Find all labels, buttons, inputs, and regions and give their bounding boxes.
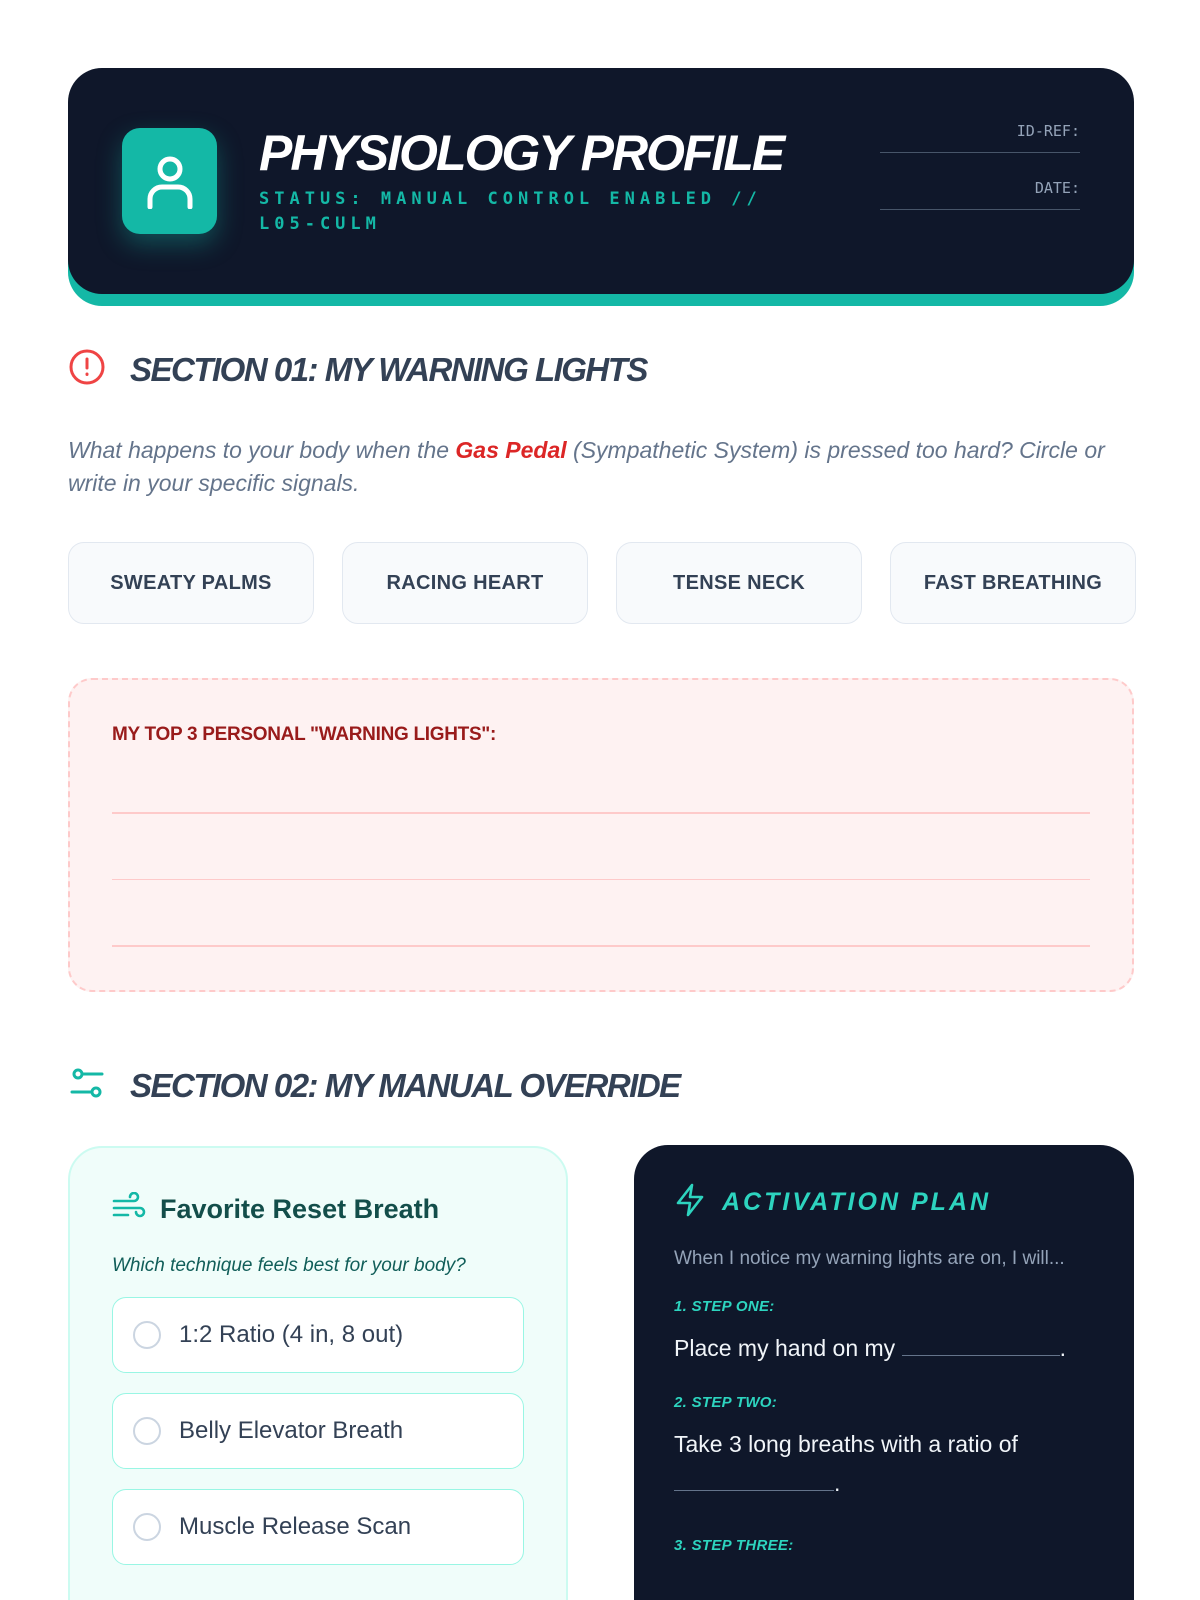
- chip-racing-heart[interactable]: RACING HEART: [342, 542, 588, 624]
- option-label: Belly Elevator Breath: [179, 1417, 404, 1444]
- section-02-heading: [68, 1064, 680, 1107]
- step-two-text: Take 3 long breaths with a ratio of .: [674, 1431, 1018, 1496]
- gas-pedal-highlight: Gas Pedal: [455, 437, 567, 463]
- breath-option-muscle[interactable]: [112, 1489, 524, 1565]
- activation-plan-title: ACTIVATION PLAN: [722, 1188, 992, 1216]
- option-label: 1:2 Ratio (4 in, 8 out): [179, 1321, 404, 1348]
- step-two-label: 2. STEP TWO:: [674, 1394, 778, 1411]
- section-02-title: SECTION 02: MY MANUAL OVERRIDE: [130, 1066, 680, 1104]
- sliders-icon: [68, 1064, 106, 1107]
- step-one-blank[interactable]: [902, 1338, 1060, 1356]
- radio-button[interactable]: [133, 1513, 161, 1541]
- section-01-heading: [68, 348, 647, 391]
- intro-text: What happens to your body when the: [68, 437, 456, 463]
- step-one-text: Place my hand on my .: [674, 1335, 1066, 1361]
- step-one-label: 1. STEP ONE:: [674, 1298, 775, 1315]
- reset-breath-title: Favorite Reset Breath: [160, 1194, 440, 1224]
- page-title: PHYSIOLOGY PROFILE: [259, 124, 784, 181]
- write-line-1[interactable]: [112, 812, 1090, 814]
- chip-tense-neck[interactable]: TENSE NECK: [616, 542, 862, 624]
- alert-circle-icon: [68, 348, 106, 391]
- step-two-blank[interactable]: [674, 1473, 834, 1491]
- section-01-title: SECTION 01: MY WARNING LIGHTS: [130, 350, 647, 388]
- reset-breath-card: [68, 1146, 568, 1600]
- activation-plan-intro: When I notice my warning lights are on, I will...: [674, 1248, 1065, 1269]
- option-label: Muscle Release Scan: [179, 1513, 412, 1540]
- step-one-prompt: Place my hand on my: [674, 1335, 896, 1361]
- breath-option-ratio[interactable]: [112, 1297, 524, 1373]
- radio-button[interactable]: [133, 1417, 161, 1445]
- id-ref-label: ID-REF:: [1016, 122, 1080, 140]
- symptom-chips: [68, 542, 1136, 624]
- intro-text-rest: (Sympathetic System) is pressed too hard? Circle or write in your specific signals.: [68, 437, 1105, 496]
- breath-option-belly[interactable]: [112, 1393, 524, 1469]
- write-line-2[interactable]: [112, 879, 1090, 881]
- reset-breath-question: Which technique feels best for your body?: [112, 1255, 466, 1276]
- activation-plan-card: [634, 1145, 1134, 1600]
- radio-button[interactable]: [133, 1321, 161, 1349]
- date-field[interactable]: [880, 179, 1080, 210]
- warning-lights-box: [68, 678, 1134, 992]
- id-ref-field[interactable]: [880, 122, 1080, 153]
- profile-header: [68, 68, 1134, 294]
- warning-box-title: MY TOP 3 PERSONAL "WARNING LIGHTS":: [112, 724, 497, 745]
- lightning-icon: [674, 1183, 706, 1222]
- chip-fast-breathing[interactable]: FAST BREATHING: [890, 542, 1136, 624]
- date-label: DATE:: [1034, 179, 1080, 197]
- write-line-3[interactable]: [112, 945, 1090, 947]
- section-01-intro: [68, 434, 1138, 500]
- step-three-label: 3. STEP THREE:: [674, 1537, 794, 1554]
- user-icon: [122, 128, 217, 234]
- step-two-prompt: Take 3 long breaths with a ratio of: [674, 1431, 1018, 1457]
- status-text: STATUS: MANUAL CONTROL ENABLED // L05-CULM: [259, 188, 762, 234]
- chip-sweaty-palms[interactable]: SWEATY PALMS: [68, 542, 314, 624]
- wind-icon: [112, 1192, 146, 1227]
